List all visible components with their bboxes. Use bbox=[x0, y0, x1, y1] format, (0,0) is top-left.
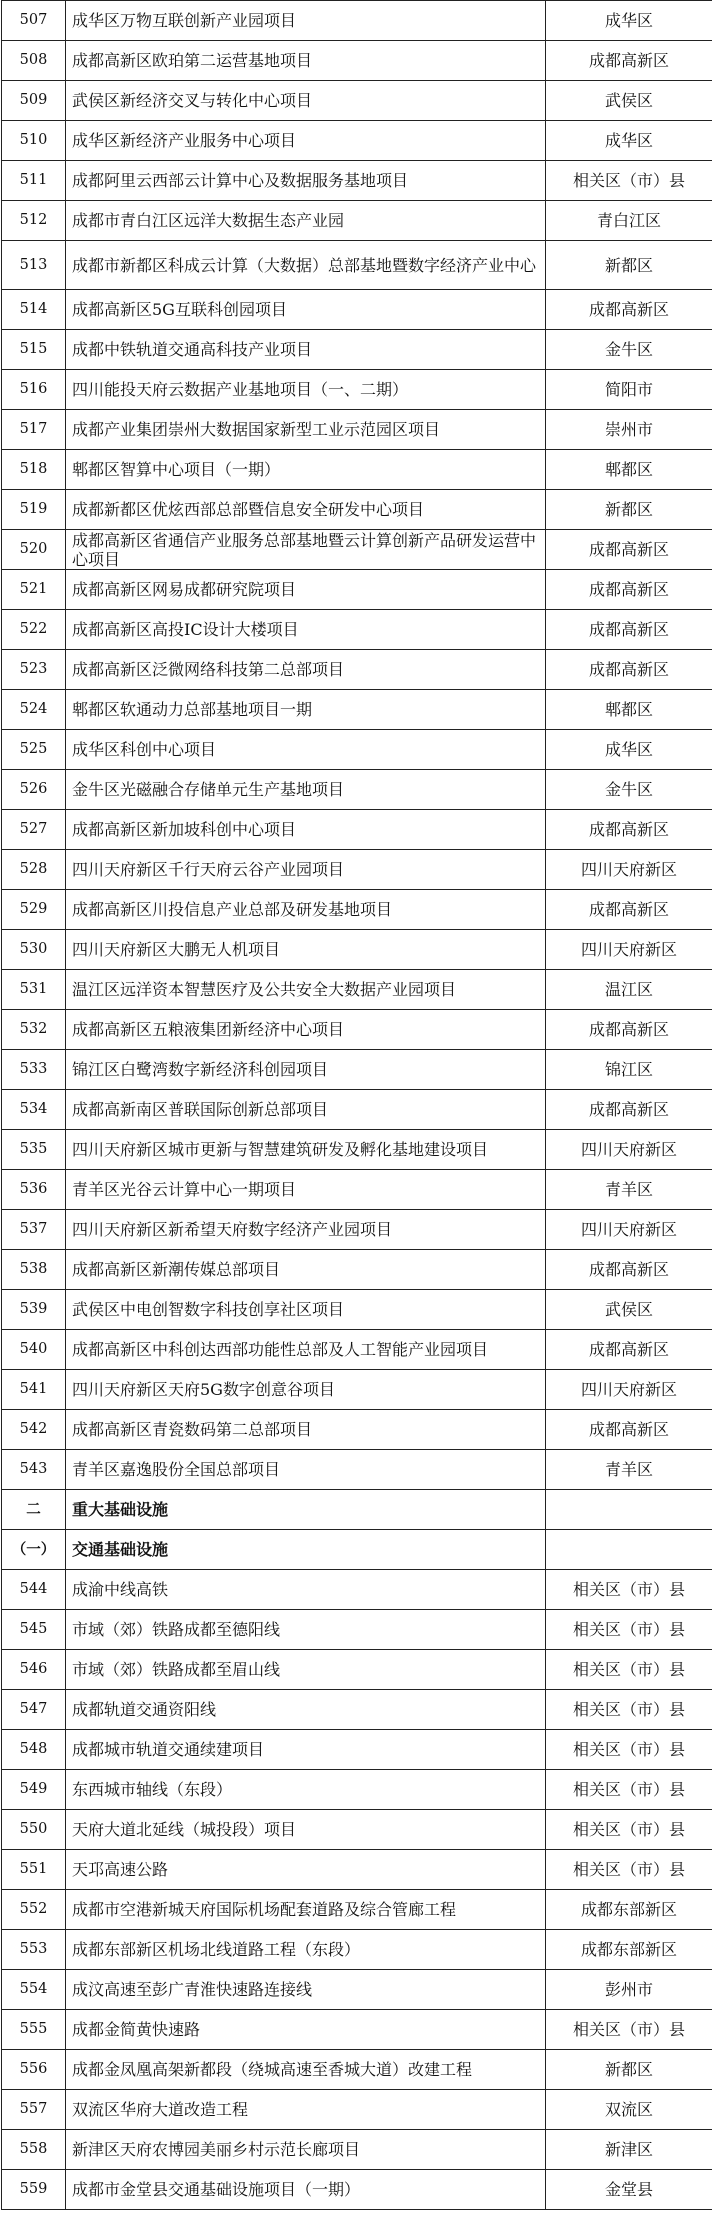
project-name-text: 四川能投天府云数据产业基地项目（一、二期） bbox=[72, 380, 409, 399]
district: 相关区（市）县 bbox=[546, 1610, 712, 1650]
row-number: 549 bbox=[2, 1770, 66, 1810]
project-name bbox=[66, 81, 546, 121]
row-number: 550 bbox=[2, 1810, 66, 1850]
project-name-text: 成都高新区中科创达西部功能性总部及人工智能产业园项目 bbox=[72, 1340, 489, 1359]
project-name-text: 天府大道北延线（城投段）项目 bbox=[72, 1820, 297, 1839]
project-name bbox=[66, 690, 546, 730]
project-name bbox=[66, 1130, 546, 1170]
project-name-text: 成都高新区泛微网络科技第二总部项目 bbox=[72, 660, 345, 679]
table-row bbox=[2, 290, 712, 330]
project-name-text: 成都高新区省通信产业服务总部基地暨云计算创新产品研发运营中心项目 bbox=[72, 530, 537, 569]
project-name-text: 成都新都区优炫西部总部暨信息安全研发中心项目 bbox=[72, 500, 425, 519]
row-number: 536 bbox=[2, 1170, 66, 1210]
row-number: 522 bbox=[2, 610, 66, 650]
project-name-text: 郫都区软通动力总部基地项目一期 bbox=[72, 700, 313, 719]
row-number: 540 bbox=[2, 1330, 66, 1370]
project-name bbox=[66, 890, 546, 930]
row-number: 517 bbox=[2, 410, 66, 450]
row-number: 554 bbox=[2, 1970, 66, 2010]
project-name bbox=[66, 1410, 546, 1450]
row-number: 548 bbox=[2, 1730, 66, 1770]
project-name-text: 成华区万物互联创新产业园项目 bbox=[72, 11, 297, 30]
district: 四川天府新区 bbox=[546, 1130, 712, 1170]
project-name bbox=[66, 2090, 546, 2130]
project-name bbox=[66, 121, 546, 161]
row-number: 525 bbox=[2, 730, 66, 770]
project-name bbox=[66, 1290, 546, 1330]
table-row bbox=[2, 41, 712, 81]
district bbox=[546, 1530, 712, 1570]
row-number: 558 bbox=[2, 2130, 66, 2170]
district: 成华区 bbox=[546, 121, 712, 161]
district: 成都高新区 bbox=[546, 41, 712, 81]
project-name bbox=[66, 1930, 546, 1970]
project-name bbox=[66, 1810, 546, 1850]
district: 相关区（市）县 bbox=[546, 1650, 712, 1690]
district: 相关区（市）县 bbox=[546, 161, 712, 201]
row-number: 524 bbox=[2, 690, 66, 730]
row-number: 530 bbox=[2, 930, 66, 970]
row-number: 532 bbox=[2, 1010, 66, 1050]
project-name-text: 四川天府新区千行天府云谷产业园项目 bbox=[72, 860, 345, 879]
row-number: 542 bbox=[2, 1410, 66, 1450]
district: 相关区（市）县 bbox=[546, 1850, 712, 1890]
row-number: 551 bbox=[2, 1850, 66, 1890]
district: 成华区 bbox=[546, 730, 712, 770]
project-name-text: 成都高新区青瓷数码第二总部项目 bbox=[72, 1420, 313, 1439]
project-name-text: 成都高新区新加坡科创中心项目 bbox=[72, 820, 297, 839]
table-row bbox=[2, 610, 712, 650]
table-row bbox=[2, 730, 712, 770]
project-name-text: 交通基础设施 bbox=[72, 1540, 169, 1559]
table-row bbox=[2, 850, 712, 890]
table-row bbox=[2, 1810, 712, 1850]
project-name bbox=[66, 970, 546, 1010]
project-name-text: 成都阿里云西部云计算中心及数据服务基地项目 bbox=[72, 171, 409, 190]
table-row bbox=[2, 1090, 712, 1130]
project-name-text: 市域（郊）铁路成都至眉山线 bbox=[72, 1660, 281, 1679]
row-number: 538 bbox=[2, 1250, 66, 1290]
table-row bbox=[2, 530, 712, 570]
project-name-text: 成都高新区欧珀第二运营基地项目 bbox=[72, 51, 313, 70]
table-row bbox=[2, 770, 712, 810]
project-name bbox=[66, 1970, 546, 2010]
row-number: 512 bbox=[2, 201, 66, 241]
district: 四川天府新区 bbox=[546, 930, 712, 970]
table-row bbox=[2, 1410, 712, 1450]
project-name bbox=[66, 1730, 546, 1770]
project-name bbox=[66, 930, 546, 970]
project-name bbox=[66, 1370, 546, 1410]
row-number: 523 bbox=[2, 650, 66, 690]
row-number: 516 bbox=[2, 370, 66, 410]
project-name-text: 成都市金堂县交通基础设施项目（一期） bbox=[72, 2180, 361, 2199]
district: 锦江区 bbox=[546, 1050, 712, 1090]
project-name bbox=[66, 1610, 546, 1650]
row-number: 531 bbox=[2, 970, 66, 1010]
district: 新都区 bbox=[546, 490, 712, 530]
project-name bbox=[66, 1570, 546, 1610]
table-row bbox=[2, 1370, 712, 1410]
project-name-text: 武侯区新经济交叉与转化中心项目 bbox=[72, 91, 313, 110]
row-number: 543 bbox=[2, 1450, 66, 1490]
project-name-text: 青羊区光谷云计算中心一期项目 bbox=[72, 1180, 297, 1199]
project-name bbox=[66, 410, 546, 450]
project-name-text: 成都高新区5G互联科创园项目 bbox=[72, 300, 287, 319]
project-name bbox=[66, 770, 546, 810]
row-number: 555 bbox=[2, 2010, 66, 2050]
project-name-text: 四川天府新区天府5G数字创意谷项目 bbox=[72, 1380, 335, 1399]
district: 双流区 bbox=[546, 2090, 712, 2130]
row-number: 528 bbox=[2, 850, 66, 890]
row-number: 529 bbox=[2, 890, 66, 930]
project-name bbox=[66, 2130, 546, 2170]
project-name-text: 成都中铁轨道交通高科技产业项目 bbox=[72, 340, 313, 359]
project-name bbox=[66, 570, 546, 610]
row-number: 539 bbox=[2, 1290, 66, 1330]
project-name-text: 市域（郊）铁路成都至德阳线 bbox=[72, 1620, 281, 1639]
table-row bbox=[2, 1730, 712, 1770]
project-name bbox=[66, 2010, 546, 2050]
row-number: 526 bbox=[2, 770, 66, 810]
district: 新都区 bbox=[546, 2050, 712, 2090]
row-number: 546 bbox=[2, 1650, 66, 1690]
row-number: 552 bbox=[2, 1890, 66, 1930]
district: 成都东部新区 bbox=[546, 1890, 712, 1930]
project-name bbox=[66, 450, 546, 490]
table-row bbox=[2, 1210, 712, 1250]
district: 温江区 bbox=[546, 970, 712, 1010]
project-name bbox=[66, 161, 546, 201]
project-name bbox=[66, 2170, 546, 2210]
table-row bbox=[2, 2050, 712, 2090]
district: 四川天府新区 bbox=[546, 1210, 712, 1250]
table-row bbox=[2, 2090, 712, 2130]
table-row bbox=[2, 1610, 712, 1650]
project-name-text: 成渝中线高铁 bbox=[72, 1580, 169, 1599]
project-name bbox=[66, 1690, 546, 1730]
district: 成都东部新区 bbox=[546, 1930, 712, 1970]
project-name-text: 温江区远洋资本智慧医疗及公共安全大数据产业园项目 bbox=[72, 980, 457, 999]
district: 成都高新区 bbox=[546, 1330, 712, 1370]
project-name-text: 武侯区中电创智数字科技创享社区项目 bbox=[72, 1300, 345, 1319]
row-number: 520 bbox=[2, 530, 66, 570]
project-name-text: 成都市新都区科成云计算（大数据）总部基地暨数字经济产业中心 bbox=[72, 255, 537, 275]
table-row bbox=[2, 1, 712, 41]
row-number: 544 bbox=[2, 1570, 66, 1610]
table-row bbox=[2, 1330, 712, 1370]
table-row bbox=[2, 930, 712, 970]
project-name-text: 郫都区智算中心项目（一期） bbox=[72, 460, 281, 479]
row-number: 511 bbox=[2, 161, 66, 201]
project-name-text: 成都市青白江区远洋大数据生态产业园 bbox=[72, 211, 345, 230]
project-name-text: 成华区科创中心项目 bbox=[72, 740, 217, 759]
table-row bbox=[2, 1690, 712, 1730]
district: 成都高新区 bbox=[546, 810, 712, 850]
table-row bbox=[2, 2170, 712, 2210]
district: 金牛区 bbox=[546, 330, 712, 370]
row-number: 515 bbox=[2, 330, 66, 370]
district: 成都高新区 bbox=[546, 1250, 712, 1290]
project-name bbox=[66, 330, 546, 370]
district: 金堂县 bbox=[546, 2170, 712, 2210]
table-row bbox=[2, 1450, 712, 1490]
row-number: 519 bbox=[2, 490, 66, 530]
project-name-text: 重大基础设施 bbox=[72, 1500, 169, 1519]
table-row bbox=[2, 1930, 712, 1970]
row-number: 527 bbox=[2, 810, 66, 850]
project-name bbox=[66, 201, 546, 241]
district: 相关区（市）县 bbox=[546, 2010, 712, 2050]
district: 崇州市 bbox=[546, 410, 712, 450]
project-name-text: 新津区天府农博园美丽乡村示范长廊项目 bbox=[72, 2140, 361, 2159]
district: 新都区 bbox=[546, 241, 712, 290]
table-row bbox=[2, 1650, 712, 1690]
project-name bbox=[66, 2050, 546, 2090]
table-row bbox=[2, 1050, 712, 1090]
district: 相关区（市）县 bbox=[546, 1770, 712, 1810]
project-name-text: 成都高新区新潮传媒总部项目 bbox=[72, 1260, 281, 1279]
project-name bbox=[66, 290, 546, 330]
table-row bbox=[2, 890, 712, 930]
project-name-text: 四川天府新区城市更新与智慧建筑研发及孵化基地建设项目 bbox=[72, 1140, 489, 1159]
project-table-body bbox=[2, 1, 712, 2210]
row-number: 545 bbox=[2, 1610, 66, 1650]
table-row bbox=[2, 970, 712, 1010]
project-name-text: 金牛区光磁融合存储单元生产基地项目 bbox=[72, 780, 345, 799]
table-row bbox=[2, 1130, 712, 1170]
project-name-text: 成都轨道交通资阳线 bbox=[72, 1700, 217, 1719]
project-name bbox=[66, 610, 546, 650]
table-row bbox=[2, 490, 712, 530]
project-name-text: 成都城市轨道交通续建项目 bbox=[72, 1740, 265, 1759]
project-name bbox=[66, 1250, 546, 1290]
district bbox=[546, 1490, 712, 1530]
project-name bbox=[66, 730, 546, 770]
table-row bbox=[2, 410, 712, 450]
district: 青羊区 bbox=[546, 1450, 712, 1490]
row-number: 508 bbox=[2, 41, 66, 81]
row-number: （一） bbox=[2, 1530, 66, 1570]
row-number: 553 bbox=[2, 1930, 66, 1970]
project-name bbox=[66, 1330, 546, 1370]
row-number: 537 bbox=[2, 1210, 66, 1250]
table-row bbox=[2, 1250, 712, 1290]
table-row bbox=[2, 2130, 712, 2170]
table-row bbox=[2, 450, 712, 490]
row-number: 521 bbox=[2, 570, 66, 610]
project-name bbox=[66, 1770, 546, 1810]
project-name bbox=[66, 241, 546, 290]
project-name-text: 成都市空港新城天府国际机场配套道路及综合管廊工程 bbox=[72, 1900, 457, 1919]
table-row bbox=[2, 1290, 712, 1330]
project-name-text: 成都高新区川投信息产业总部及研发基地项目 bbox=[72, 900, 393, 919]
district: 成都高新区 bbox=[546, 650, 712, 690]
project-name-text: 成都高新区高投IC设计大楼项目 bbox=[72, 620, 299, 639]
table-row bbox=[2, 650, 712, 690]
table-row bbox=[2, 1490, 712, 1530]
project-name bbox=[66, 41, 546, 81]
section-heading bbox=[66, 1490, 546, 1530]
project-name bbox=[66, 1170, 546, 1210]
project-name bbox=[66, 1050, 546, 1090]
row-number: 514 bbox=[2, 290, 66, 330]
district: 成都高新区 bbox=[546, 1410, 712, 1450]
section-heading bbox=[66, 1530, 546, 1570]
table-row bbox=[2, 1170, 712, 1210]
table-row bbox=[2, 370, 712, 410]
project-name bbox=[66, 650, 546, 690]
project-name bbox=[66, 1450, 546, 1490]
table-row bbox=[2, 1010, 712, 1050]
district: 青白江区 bbox=[546, 201, 712, 241]
project-name-text: 成都高新区网易成都研究院项目 bbox=[72, 580, 297, 599]
district: 简阳市 bbox=[546, 370, 712, 410]
table-row bbox=[2, 810, 712, 850]
project-name bbox=[66, 810, 546, 850]
project-name-text: 成都产业集团崇州大数据国家新型工业示范园区项目 bbox=[72, 420, 441, 439]
district: 成华区 bbox=[546, 1, 712, 41]
district: 四川天府新区 bbox=[546, 1370, 712, 1410]
row-number: 557 bbox=[2, 2090, 66, 2130]
table-row bbox=[2, 201, 712, 241]
table-row bbox=[2, 1850, 712, 1890]
district: 金牛区 bbox=[546, 770, 712, 810]
project-table bbox=[1, 0, 712, 2210]
project-name-text: 锦江区白鹭湾数字新经济科创园项目 bbox=[72, 1060, 329, 1079]
district: 武侯区 bbox=[546, 81, 712, 121]
district: 相关区（市）县 bbox=[546, 1570, 712, 1610]
project-name-text: 四川天府新区大鹏无人机项目 bbox=[72, 940, 281, 959]
row-number: 513 bbox=[2, 241, 66, 290]
project-name bbox=[66, 370, 546, 410]
district: 相关区（市）县 bbox=[546, 1690, 712, 1730]
project-name-text: 成都东部新区机场北线道路工程（东段） bbox=[72, 1940, 361, 1959]
district: 成都高新区 bbox=[546, 1090, 712, 1130]
table-row bbox=[2, 1770, 712, 1810]
row-number: 510 bbox=[2, 121, 66, 161]
district: 青羊区 bbox=[546, 1170, 712, 1210]
project-name bbox=[66, 1, 546, 41]
district: 成都高新区 bbox=[546, 570, 712, 610]
table-row bbox=[2, 690, 712, 730]
row-number: 518 bbox=[2, 450, 66, 490]
table-row bbox=[2, 1530, 712, 1570]
row-number: 533 bbox=[2, 1050, 66, 1090]
project-name bbox=[66, 1850, 546, 1890]
project-name bbox=[66, 1210, 546, 1250]
district: 新津区 bbox=[546, 2130, 712, 2170]
row-number: 547 bbox=[2, 1690, 66, 1730]
row-number: 二 bbox=[2, 1490, 66, 1530]
row-number: 534 bbox=[2, 1090, 66, 1130]
table-row bbox=[2, 330, 712, 370]
project-name bbox=[66, 1010, 546, 1050]
project-name-text: 东西城市轴线（东段） bbox=[72, 1780, 233, 1799]
project-name-text: 青羊区嘉逸股份全国总部项目 bbox=[72, 1460, 281, 1479]
table-row bbox=[2, 570, 712, 610]
row-number: 535 bbox=[2, 1130, 66, 1170]
project-name-text: 成华区新经济产业服务中心项目 bbox=[72, 131, 297, 150]
project-name-text: 成汶高速至彭广青淮快速路连接线 bbox=[72, 1980, 313, 1999]
project-name bbox=[66, 1890, 546, 1930]
project-name bbox=[66, 1090, 546, 1130]
project-name-text: 成都高新南区普联国际创新总部项目 bbox=[72, 1100, 329, 1119]
district: 成都高新区 bbox=[546, 890, 712, 930]
table-row bbox=[2, 241, 712, 290]
project-name-text: 成都金简黄快速路 bbox=[72, 2020, 201, 2039]
project-name-text: 成都金凤凰高架新都段（绕城高速至香城大道）改建工程 bbox=[72, 2060, 473, 2079]
project-name-text: 天邛高速公路 bbox=[72, 1860, 169, 1879]
table-row bbox=[2, 161, 712, 201]
table-row bbox=[2, 1570, 712, 1610]
district: 相关区（市）县 bbox=[546, 1810, 712, 1850]
district: 成都高新区 bbox=[546, 1010, 712, 1050]
project-name-text: 四川天府新区新希望天府数字经济产业园项目 bbox=[72, 1220, 393, 1239]
district: 郫都区 bbox=[546, 450, 712, 490]
table-row bbox=[2, 1890, 712, 1930]
row-number: 509 bbox=[2, 81, 66, 121]
project-name bbox=[66, 530, 546, 570]
district: 武侯区 bbox=[546, 1290, 712, 1330]
district: 相关区（市）县 bbox=[546, 1730, 712, 1770]
district: 彭州市 bbox=[546, 1970, 712, 2010]
table-row bbox=[2, 81, 712, 121]
table-row bbox=[2, 2010, 712, 2050]
district: 成都高新区 bbox=[546, 290, 712, 330]
district: 成都高新区 bbox=[546, 530, 712, 570]
district: 郫都区 bbox=[546, 690, 712, 730]
row-number: 541 bbox=[2, 1370, 66, 1410]
row-number: 507 bbox=[2, 1, 66, 41]
district: 四川天府新区 bbox=[546, 850, 712, 890]
district: 成都高新区 bbox=[546, 610, 712, 650]
table-row bbox=[2, 121, 712, 161]
table-row bbox=[2, 1970, 712, 2010]
project-name-text: 双流区华府大道改造工程 bbox=[72, 2100, 249, 2119]
project-name bbox=[66, 850, 546, 890]
row-number: 559 bbox=[2, 2170, 66, 2210]
row-number: 556 bbox=[2, 2050, 66, 2090]
project-name-text: 成都高新区五粮液集团新经济中心项目 bbox=[72, 1020, 345, 1039]
project-name bbox=[66, 490, 546, 530]
project-name bbox=[66, 1650, 546, 1690]
